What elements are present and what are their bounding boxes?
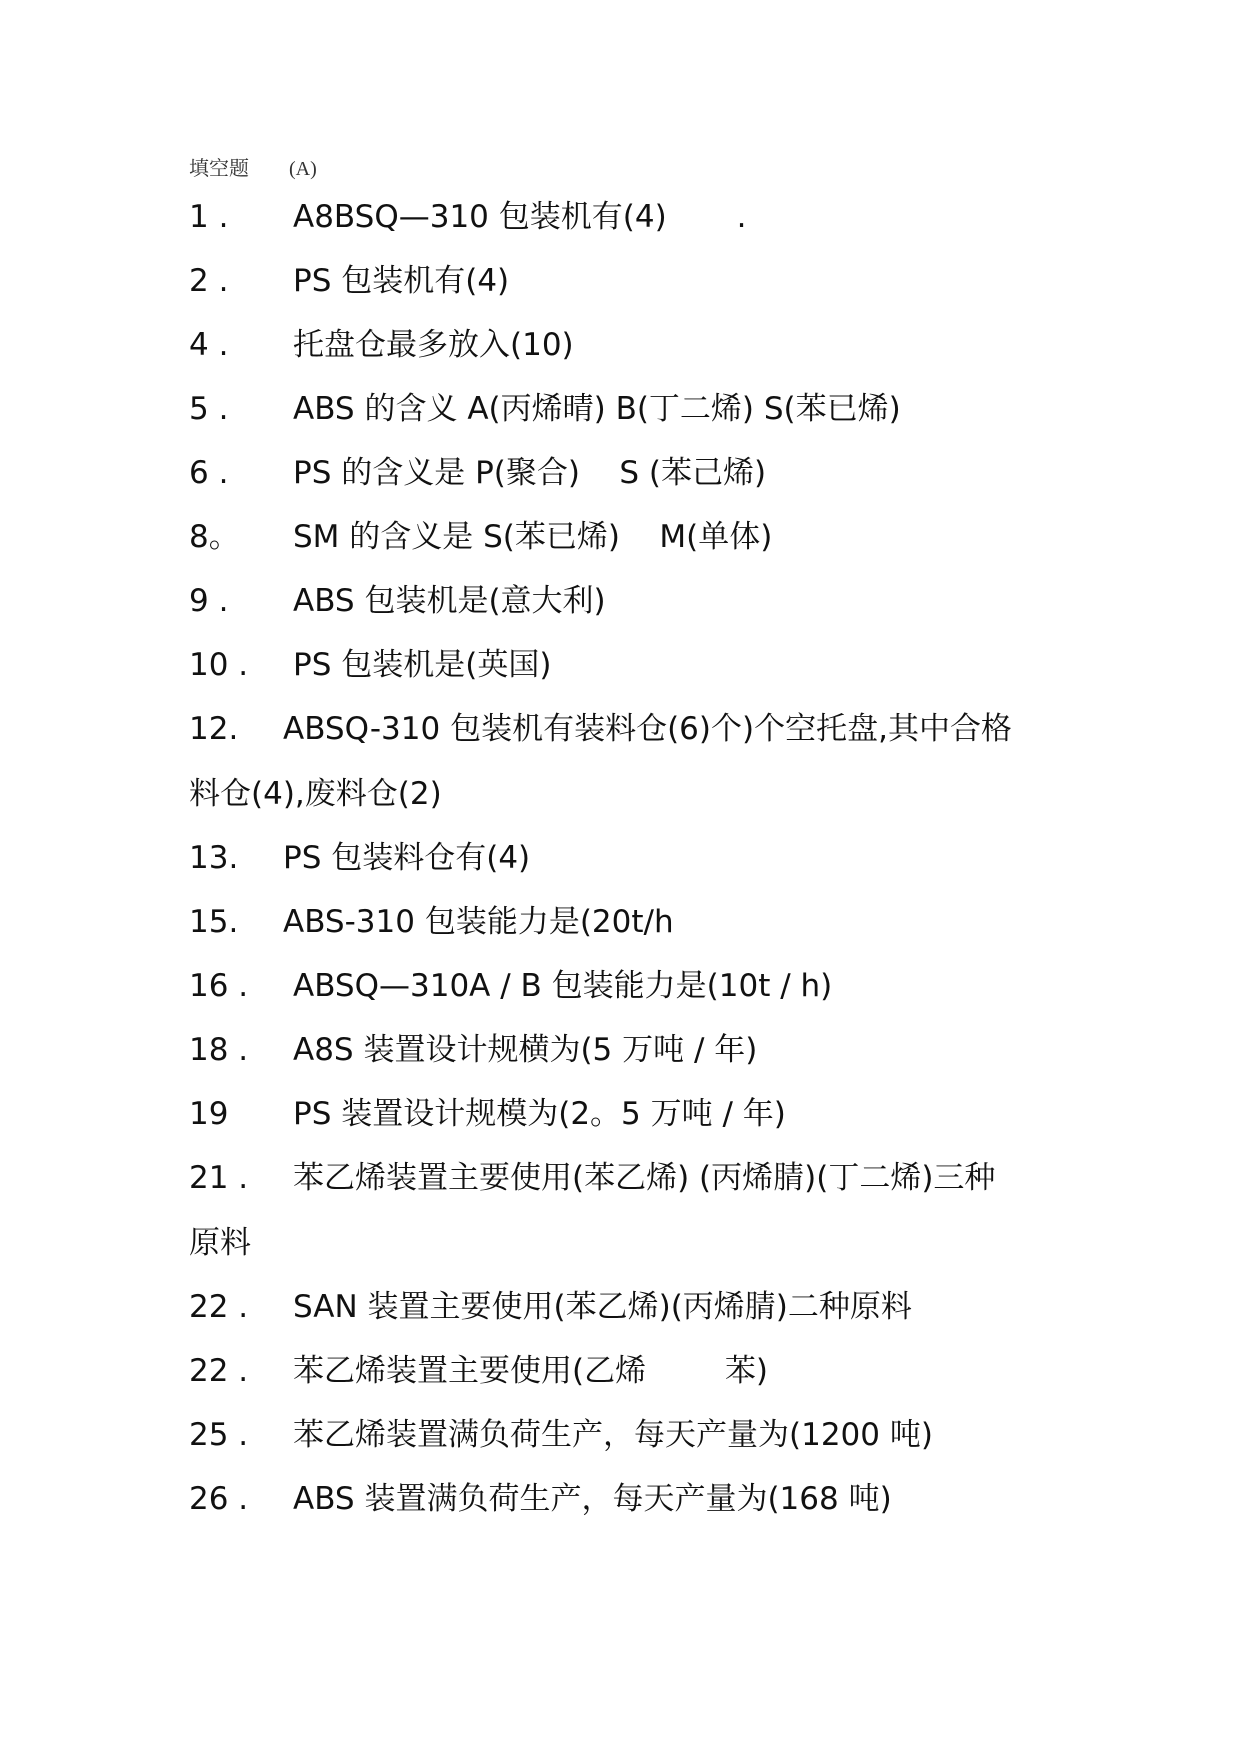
question-number: 9 .	[189, 583, 229, 619]
question-text: ABS 装置满负荷生产，每天产量为(168 吨)	[293, 1481, 892, 1517]
question-continuation: 料仓(4),废料仓(2)	[189, 776, 442, 812]
question-number: 10 .	[189, 647, 249, 683]
question-text: PS 的含义是 P(聚合) S (苯己烯)	[293, 455, 767, 491]
question-tail: .	[736, 199, 747, 235]
heading-subtitle: (A)	[289, 158, 317, 180]
question-number: 4 .	[189, 327, 229, 363]
question-item	[189, 249, 1069, 314]
question-number: 22 .	[189, 1289, 249, 1325]
question-number: 13.	[189, 840, 239, 876]
question-item	[189, 505, 1069, 570]
question-text: ABS 的含义 A(丙烯晴) B(丁二烯) S(苯已烯)	[293, 391, 901, 427]
question-number: 5 .	[189, 391, 229, 427]
question-item	[189, 1082, 1069, 1147]
question-item	[189, 1339, 1069, 1404]
question-item	[189, 1467, 1069, 1532]
question-text: ABSQ—310A / B 包装能力是(10t / h)	[293, 968, 833, 1004]
question-text: ABS 包装机是(意大利)	[293, 583, 606, 619]
question-item	[189, 441, 1069, 506]
question-item	[189, 633, 1069, 698]
question-number: 25 .	[189, 1417, 249, 1453]
question-number: 26 .	[189, 1481, 249, 1517]
question-text: SAN 装置主要使用(苯乙烯)(丙烯腈)二种原料	[293, 1289, 912, 1325]
question-text: PS 包装机是(英国)	[293, 647, 552, 683]
question-continuation: 原料	[189, 1225, 251, 1261]
question-number: 1 .	[189, 199, 229, 235]
question-item	[189, 1275, 1069, 1340]
question-number: 15.	[189, 904, 239, 940]
question-text: PS 装置设计规模为(2。5 万吨 / 年)	[293, 1096, 786, 1132]
question-item	[189, 185, 1069, 250]
question-item	[189, 954, 1069, 1019]
question-number: 22 .	[189, 1353, 249, 1389]
question-item	[189, 826, 1069, 891]
question-number: 2 .	[189, 263, 229, 299]
question-item	[189, 697, 1069, 827]
question-number: 19	[189, 1096, 229, 1132]
question-number: 12.	[189, 711, 239, 747]
question-text: 苯乙烯装置主要使用(乙烯 苯)	[293, 1353, 769, 1389]
question-text: SM 的含义是 S(苯已烯) M(单体)	[293, 519, 773, 555]
question-item	[189, 569, 1069, 634]
question-text: PS 包装机有(4)	[293, 263, 510, 299]
question-text: 苯乙烯装置主要使用(苯乙烯) (丙烯腈)(丁二烯)三种	[293, 1160, 996, 1196]
question-item	[189, 890, 1069, 955]
question-item	[189, 377, 1069, 442]
question-number: 16 .	[189, 968, 249, 1004]
question-number: 8。	[189, 519, 240, 555]
question-item	[189, 313, 1069, 378]
page-heading	[189, 152, 317, 181]
question-text: PS 包装料仓有(4)	[283, 840, 531, 876]
question-number: 21 .	[189, 1160, 249, 1196]
question-text: 托盘仓最多放入(10)	[293, 327, 574, 363]
question-item	[189, 1146, 1069, 1276]
question-item	[189, 1403, 1069, 1468]
heading-title: 填空题	[189, 158, 249, 180]
question-number: 6 .	[189, 455, 229, 491]
question-text: ABS-310 包装能力是(20t/h	[283, 904, 674, 940]
question-number: 18 .	[189, 1032, 249, 1068]
question-text: A8BSQ—310 包装机有(4)	[293, 199, 667, 235]
question-text: 苯乙烯装置满负荷生产，每天产量为(1200 吨)	[293, 1417, 933, 1453]
question-text: ABSQ-310 包装机有装料仓(6)个)个空托盘,其中合格	[283, 711, 1012, 747]
question-item	[189, 1018, 1069, 1083]
question-text: A8S 装置设计规横为(5 万吨 / 年)	[293, 1032, 758, 1068]
